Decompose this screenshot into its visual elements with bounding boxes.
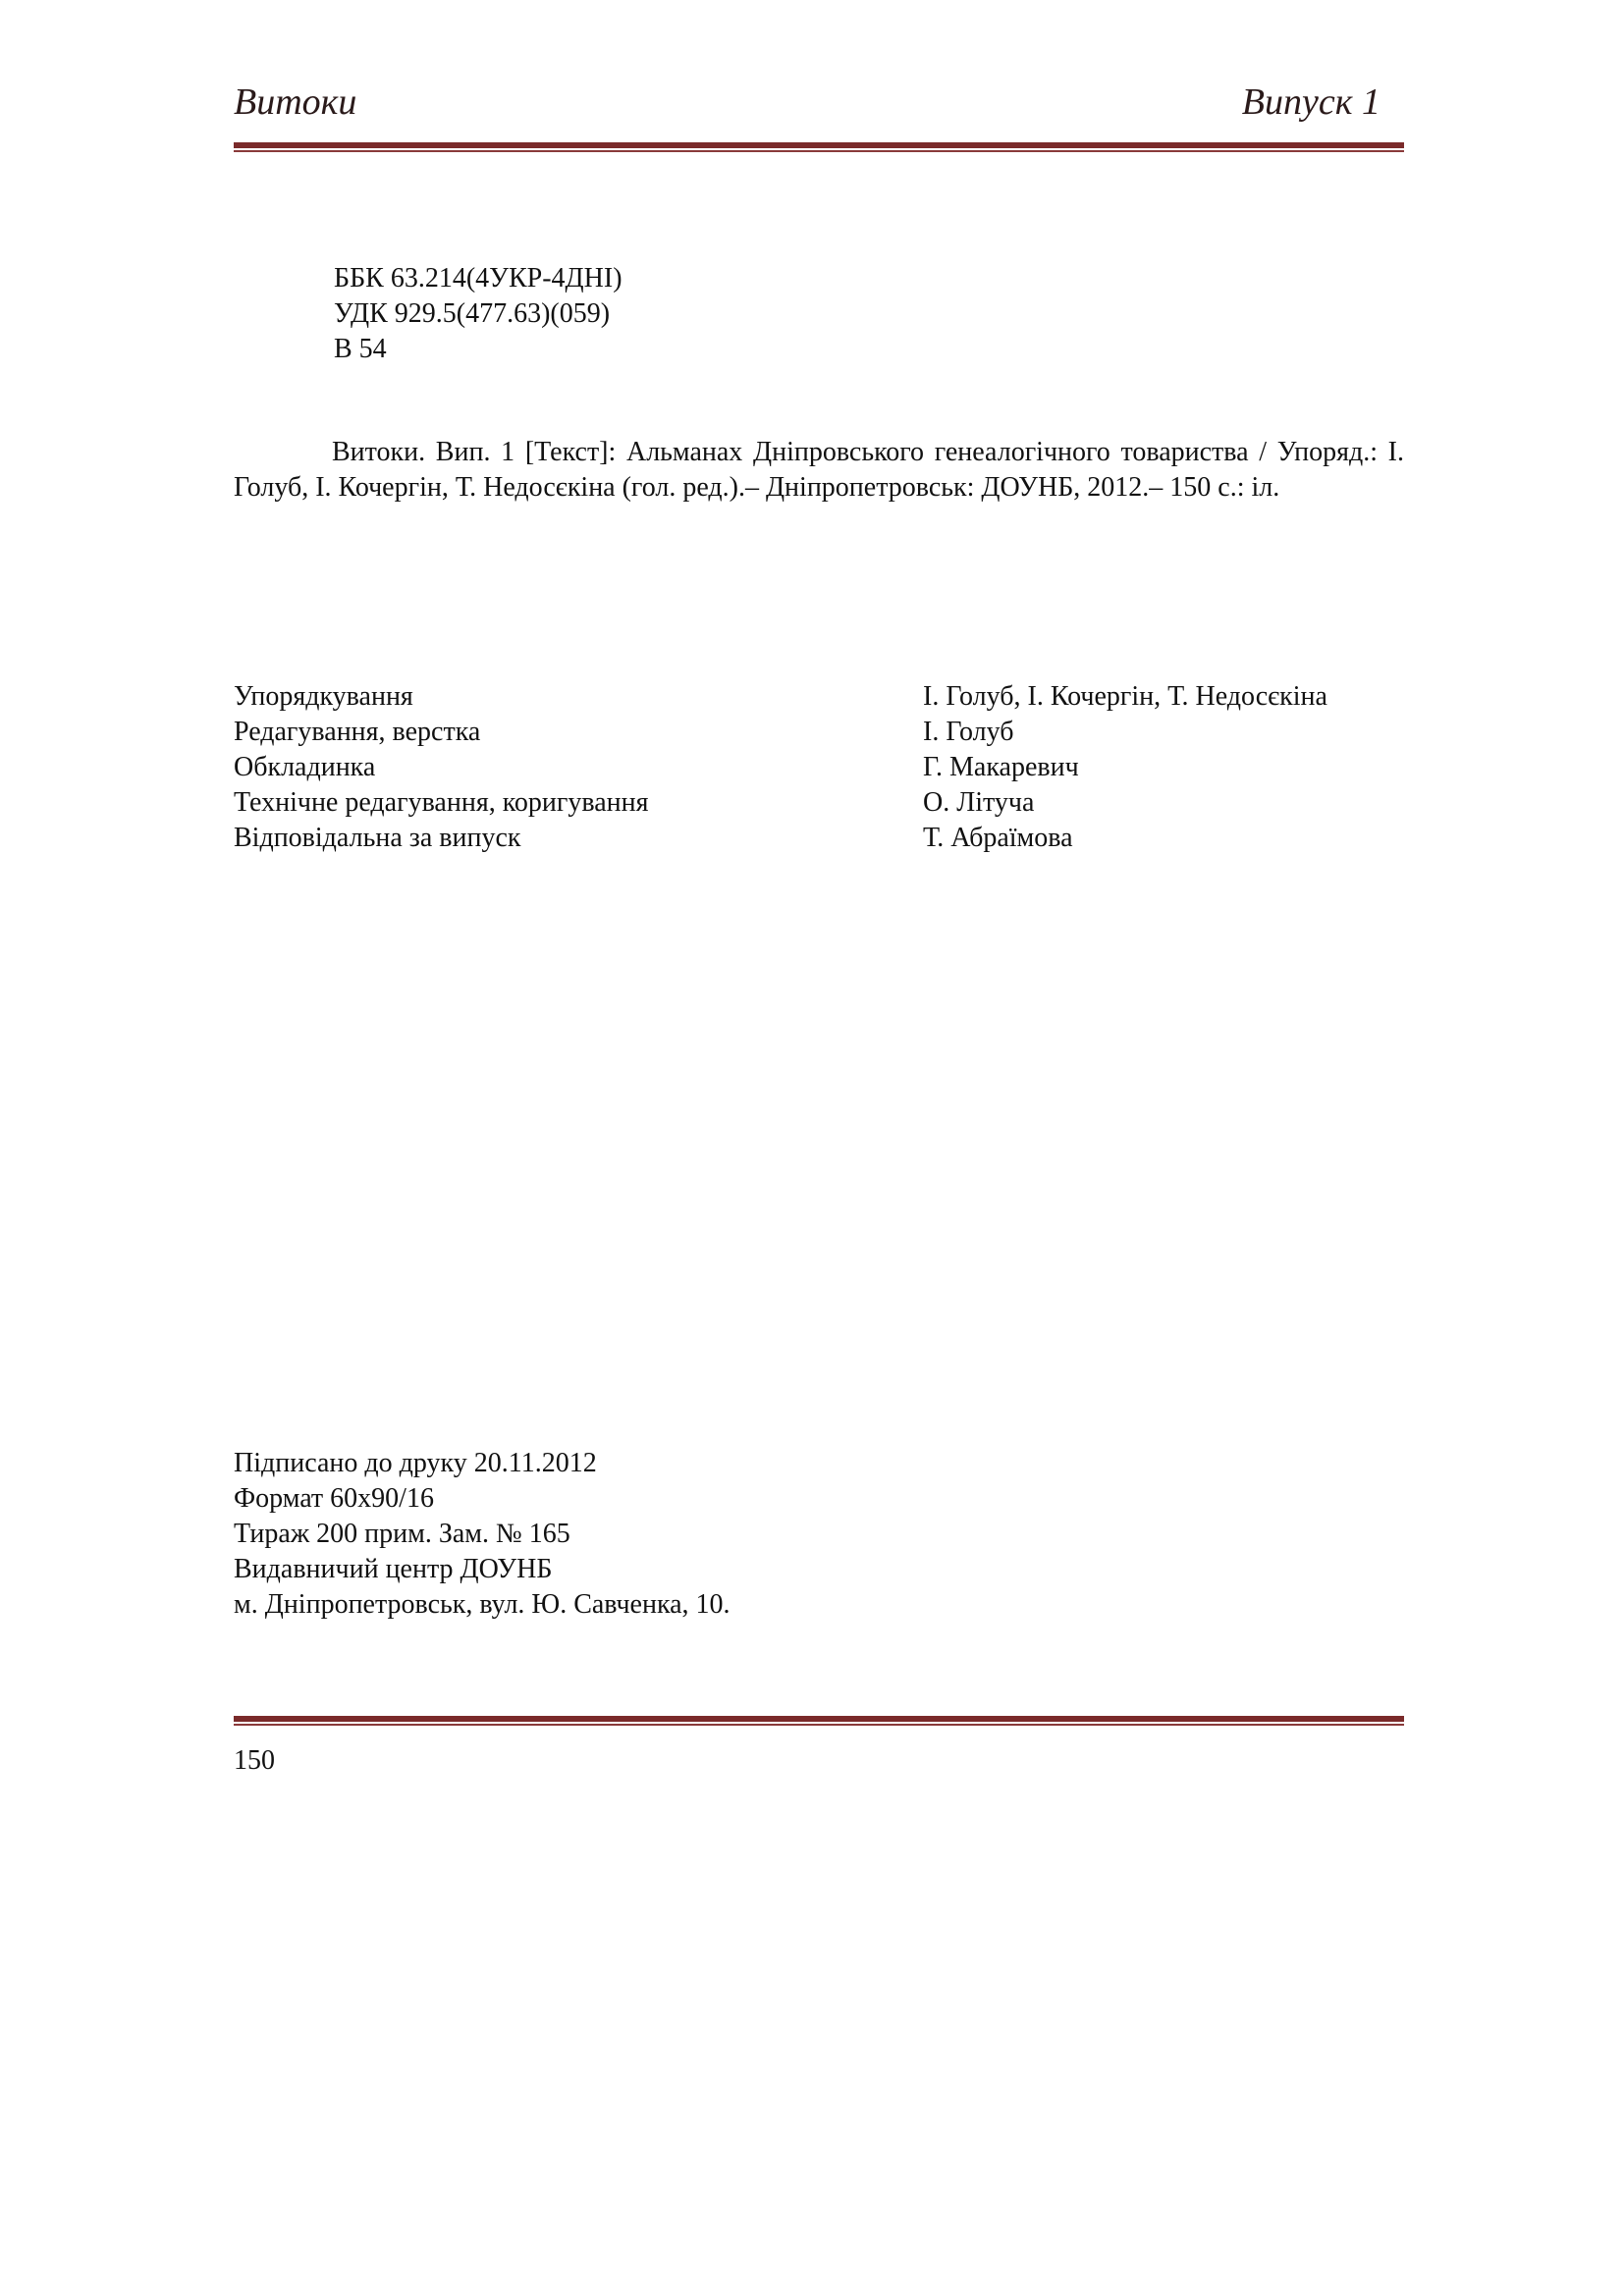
header-title: Витоки bbox=[234, 81, 357, 123]
imprint-block bbox=[234, 1446, 731, 1623]
header-rule-thin bbox=[234, 150, 1404, 152]
credit-row bbox=[234, 679, 1404, 715]
imprint-publisher: Видавничий центр ДОУНБ bbox=[234, 1554, 553, 1584]
header-rule-thick bbox=[234, 142, 1404, 148]
credit-role: Упорядкування bbox=[234, 681, 413, 712]
running-header bbox=[234, 77, 1404, 128]
classification-codes bbox=[334, 261, 623, 367]
imprint-print-run: Тираж 200 прим. Зам. № 165 bbox=[234, 1519, 570, 1549]
imprint-signed: Підписано до друку 20.11.2012 bbox=[234, 1448, 597, 1478]
author-mark: В 54 bbox=[334, 334, 387, 364]
credit-person: Г. Макаревич bbox=[923, 752, 1079, 782]
page-number: 150 bbox=[234, 1745, 275, 1776]
footer-rule bbox=[234, 1716, 1404, 1728]
credit-person: О. Літуча bbox=[923, 787, 1035, 818]
credit-role: Редагування, верстка bbox=[234, 717, 481, 747]
credit-row bbox=[234, 785, 1404, 821]
credit-role: Обкладинка bbox=[234, 752, 376, 782]
credit-role: Технічне редагування, коригування bbox=[234, 787, 649, 818]
imprint-format: Формат 60х90/16 bbox=[234, 1483, 434, 1514]
udk-code: УДК 929.5(477.63)(059) bbox=[334, 298, 611, 329]
credit-row bbox=[234, 715, 1404, 750]
bbk-code: ББК 63.214(4УКР-4ДНІ) bbox=[334, 263, 623, 294]
header-rule bbox=[234, 142, 1404, 154]
credit-row bbox=[234, 821, 1404, 856]
footer-rule-thin bbox=[234, 1724, 1404, 1726]
credit-person: Т. Абраїмова bbox=[923, 823, 1073, 853]
credits-list bbox=[234, 679, 1404, 856]
credit-person: І. Голуб bbox=[923, 717, 1014, 747]
credit-person: І. Голуб, І. Кочергін, Т. Недосєкіна bbox=[923, 681, 1327, 712]
footer-rule-thick bbox=[234, 1716, 1404, 1722]
imprint-address: м. Дніпропетровськ, вул. Ю. Савченка, 10. bbox=[234, 1589, 731, 1620]
credit-row bbox=[234, 750, 1404, 785]
credit-role: Відповідальна за випуск bbox=[234, 823, 521, 853]
bibliographic-description bbox=[234, 435, 1404, 506]
header-issue: Випуск 1 bbox=[1241, 81, 1380, 123]
bibliographic-text: Витоки. Вип. 1 [Текст]: Альманах Дніпровського генеалогічного товариства / Упоряд.: І. Голуб, І. Кочергін, Т. Недосєкіна (гол. ред.).– Дніпропетровськ: ДОУНБ, 2012.– 150 с.: іл. bbox=[234, 437, 1404, 503]
